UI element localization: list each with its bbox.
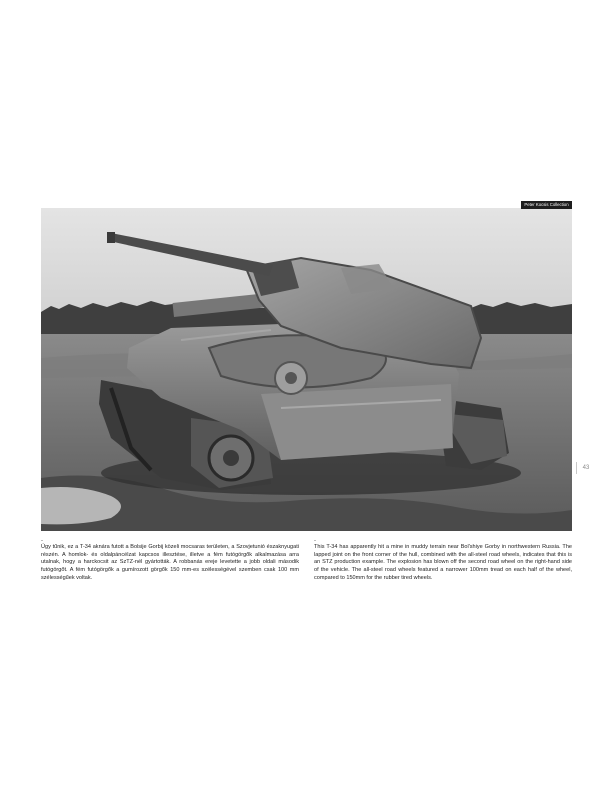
caption-dash: -: [41, 538, 43, 544]
caption-english: [314, 538, 572, 583]
caption-english-text: This T-34 has apparently hit a mine in muddy terrain near Bol'shiye Gorby in northwestern Russia. The lapped joint on the front corner of the hull, combined with the all-steel road wheels, indicates that this is an STZ production example. The explosion has blown off the second road wheel on the right-hand side of the vehicle. The all-steel road wheels featured a narrower 100mm tread on each half of the wheel, compared to 150mm for the rubber tired wheels.: [314, 544, 572, 581]
destroyed-t34-tank-image: [41, 208, 572, 531]
caption-hungarian-text: Úgy tűnik, ez a T-34 aknára futott a Bolsije Gorbij közeli mocsaras területen, a Szovjetunió északnyugati részén. A homlok- és oldalpáncélzat kapcsos illesztése, illetve a fém futógörgők alkalmazása arra utalnak, hogy a harckocsit az SzTZ-nél gyártották. A robbanás ereje levetette a jobb oldali második futógörgőt. A fém futógörgők a gumírozott görgők 150 mm-es szélességével szemben csak 100 mm szélességűek voltak.: [41, 544, 299, 581]
tank-photo: [41, 208, 572, 531]
caption-dash: -: [314, 538, 316, 544]
caption-hungarian: [41, 538, 299, 583]
page-number: 43: [576, 462, 595, 474]
photo-credit: Peter Kocsis Collection: [521, 201, 572, 209]
